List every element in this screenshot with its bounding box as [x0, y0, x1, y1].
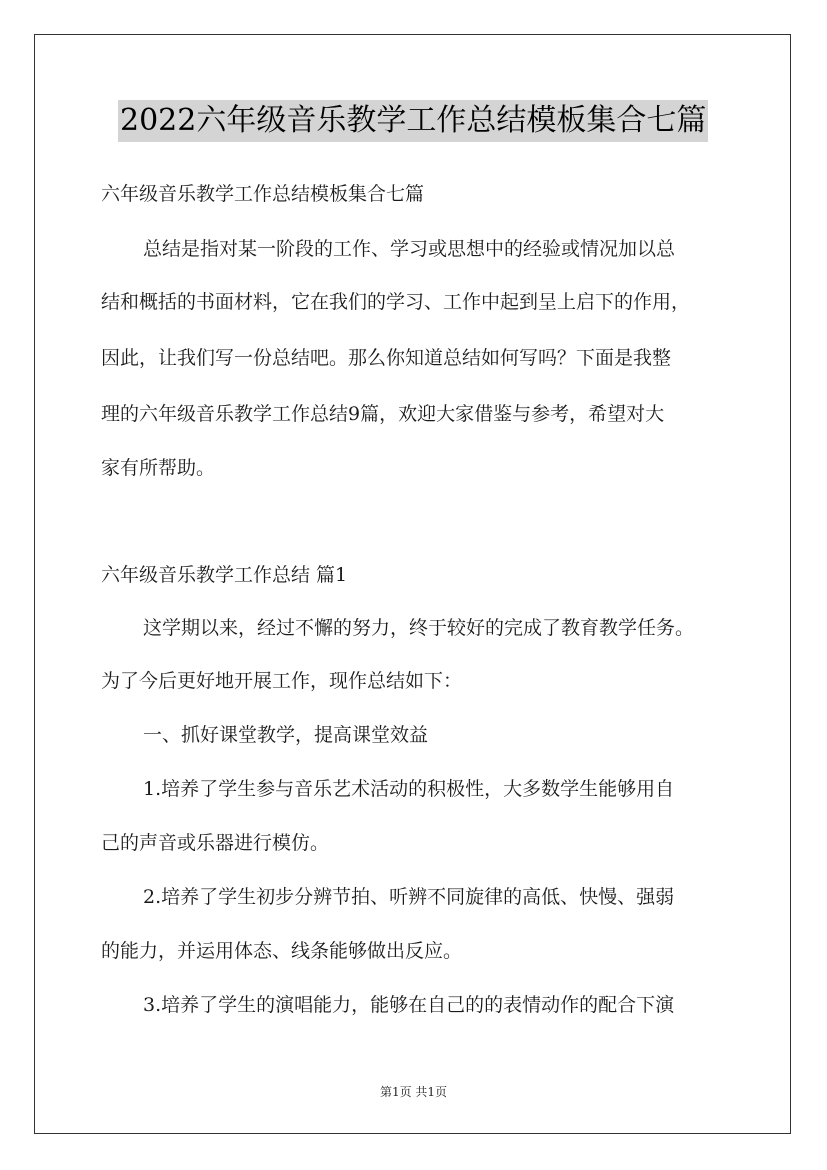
body-line: 3.培养了学生的演唱能力，能够在自己的的表情动作的配合下演	[143, 994, 675, 1016]
body-line: 为了今后更好地开展工作，现作总结如下：	[101, 670, 463, 692]
body-line: 2.培养了学生初步分辨节拍、听辨不同旋律的高低、快慢、强弱	[143, 886, 675, 908]
intro-line: 家有所帮助。	[101, 457, 216, 479]
body-line: 一、抓好课堂教学，提高课堂效益	[143, 724, 429, 746]
body-line: 己的声音或乐器进行模仿。	[101, 832, 330, 854]
section-heading: 六年级音乐教学工作总结 篇1	[101, 564, 348, 586]
body-line: 这学期以来，经过不懈的努力，终于较好的完成了教育教学任务。	[143, 617, 695, 639]
intro-line: 结和概括的书面材料，它在我们的学习、工作中起到呈上启下的作用，	[101, 291, 691, 313]
page-footer: 第1页 共1页	[379, 1085, 448, 1099]
intro-line: 理的六年级音乐教学工作总结9篇，欢迎大家借鉴与参考，希望对大	[101, 403, 665, 425]
document-title: 2022六年级音乐教学工作总结模板集合七篇	[118, 100, 708, 142]
intro-line: 总结是指对某一阶段的工作、学习或思想中的经验或情况加以总	[143, 238, 676, 260]
document-subtitle: 六年级音乐教学工作总结模板集合七篇	[101, 183, 425, 205]
body-line: 的能力，并运用体态、线条能够做出反应。	[101, 940, 463, 962]
intro-line: 因此，让我们写一份总结吧。那么你知道总结如何写吗？下面是我整	[101, 347, 672, 369]
body-line: 1.培养了学生参与音乐艺术活动的积极性，大多数学生能够用自	[143, 778, 675, 800]
